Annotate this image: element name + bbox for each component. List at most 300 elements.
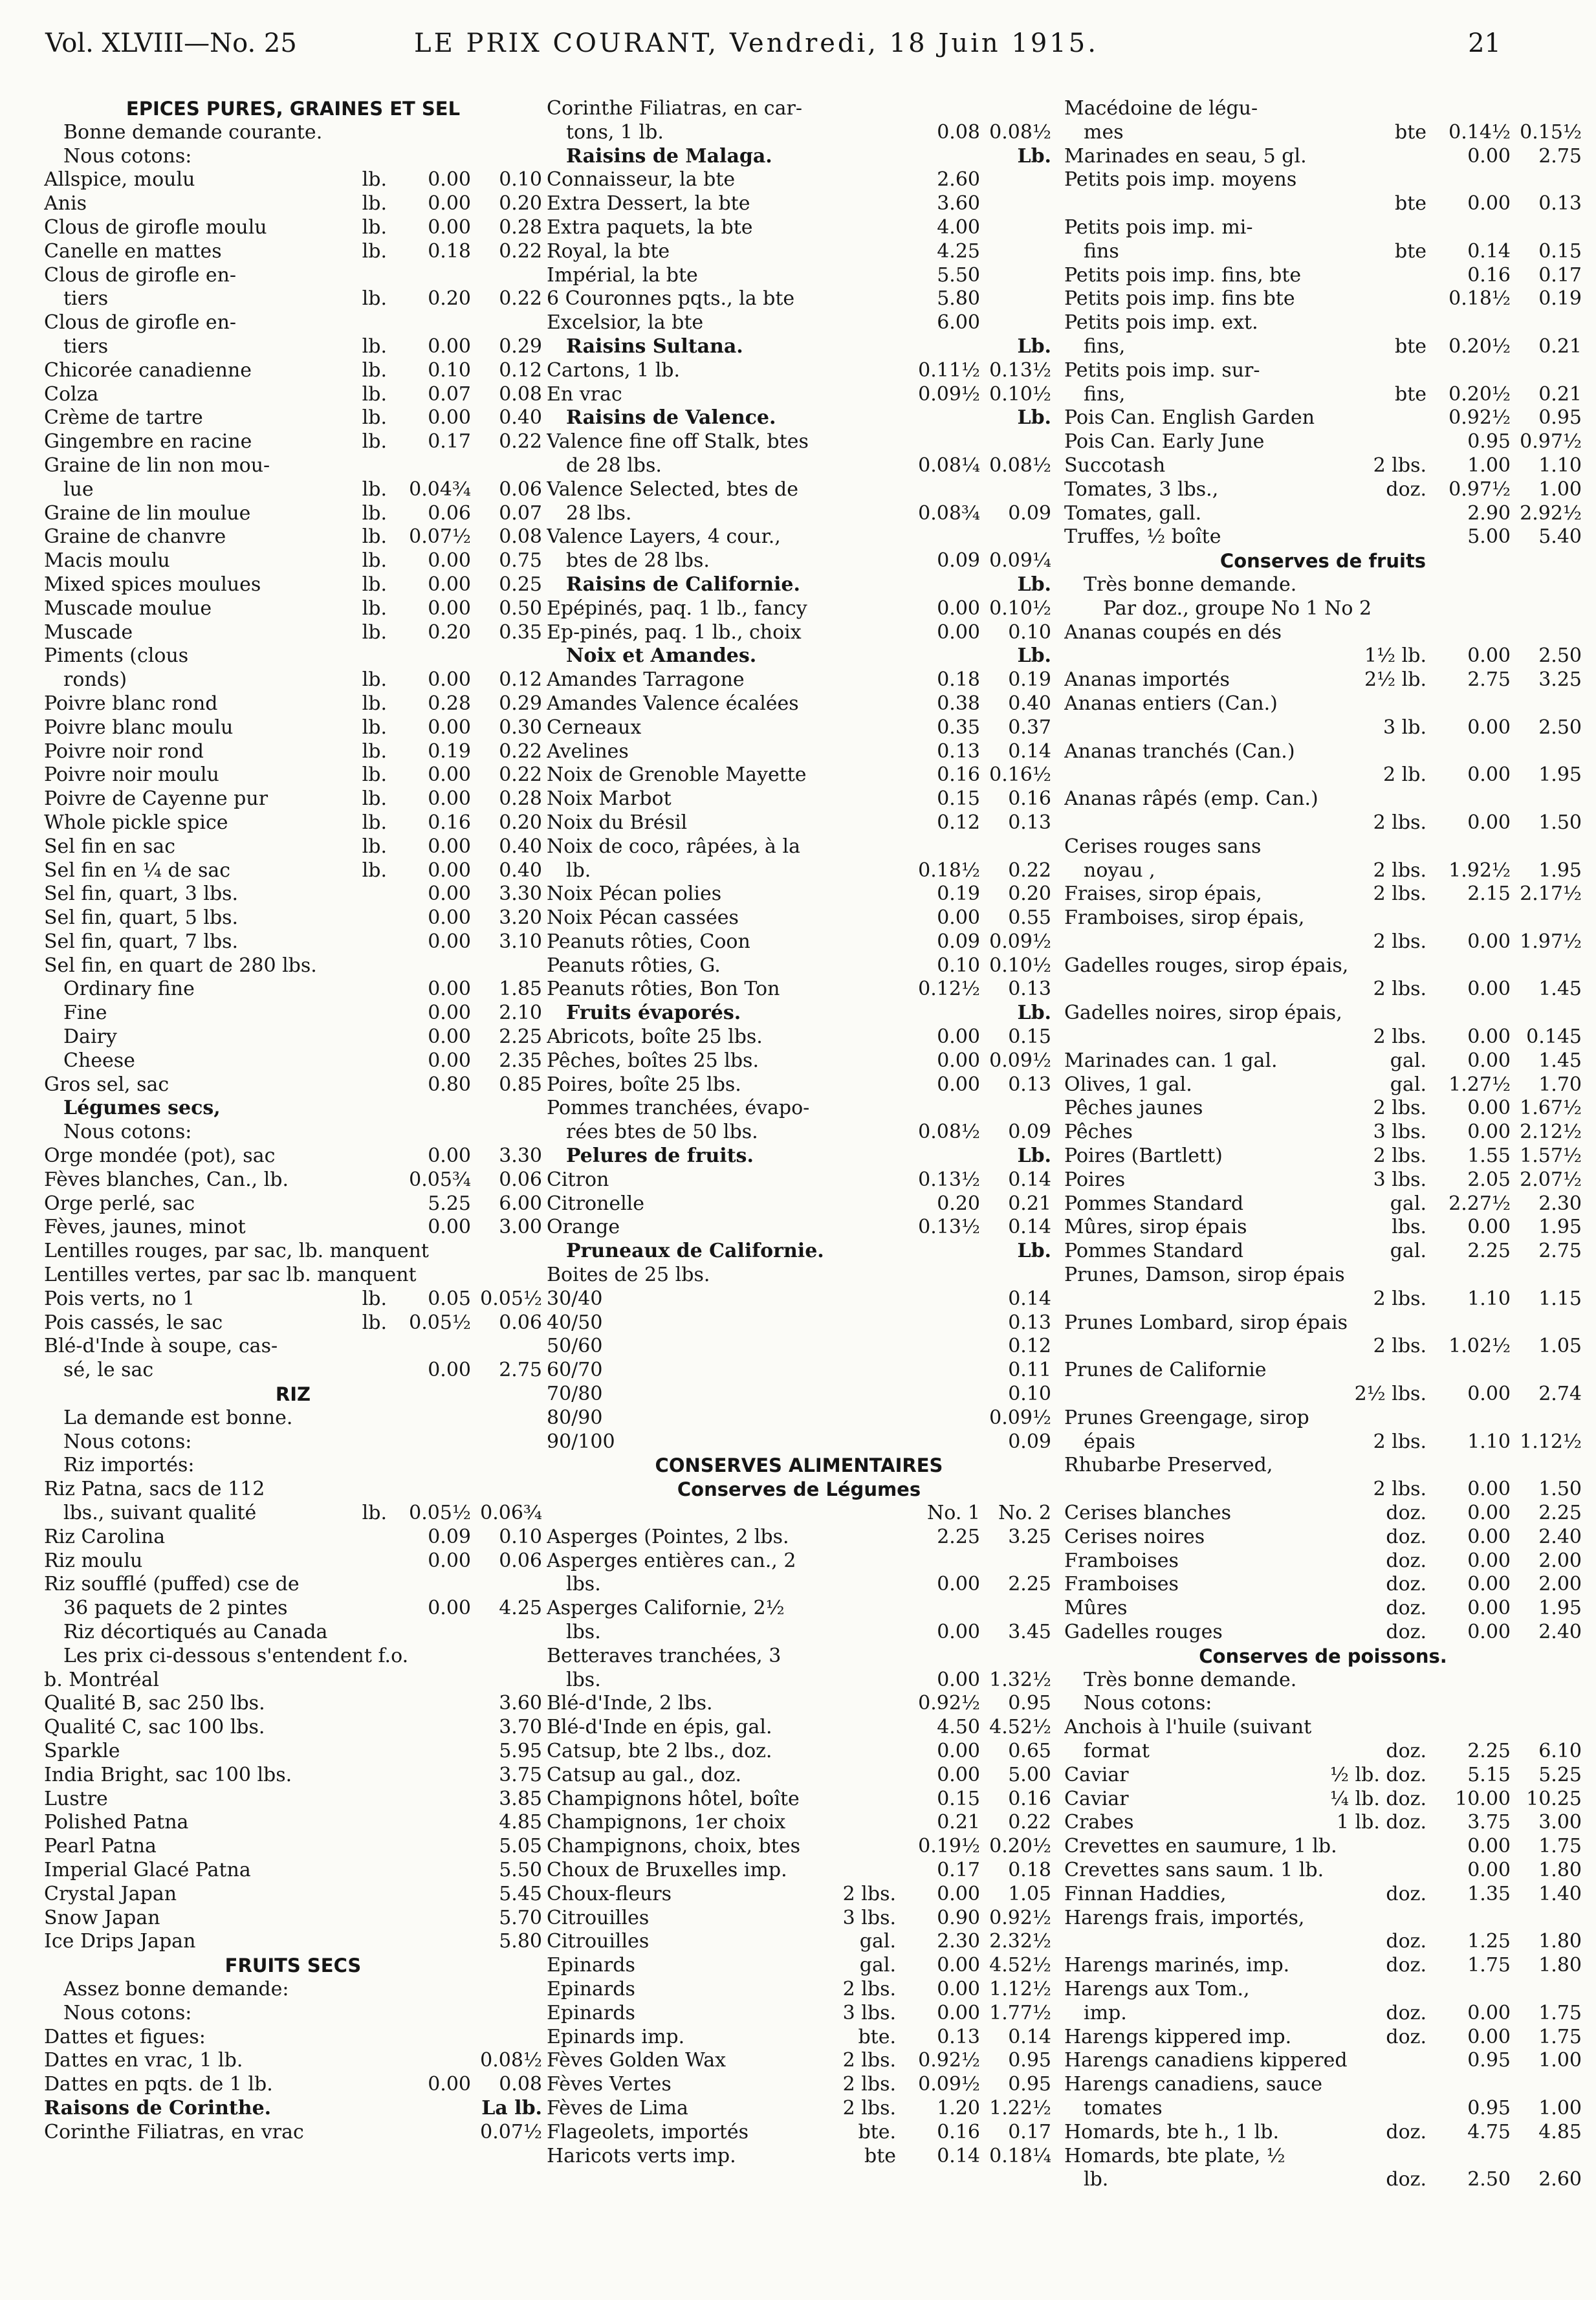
price-2: 2.75: [1538, 1240, 1582, 1263]
item-name: sé, le sac: [63, 1359, 154, 1382]
item-name: Caviar: [1064, 1787, 1129, 1810]
price-1: 3.60: [937, 192, 980, 215]
price-2: 0.35: [499, 620, 542, 644]
price-2: 0.06: [499, 1311, 542, 1334]
price-row: [1064, 216, 1582, 240]
item-name: Imperial Glacé Patna: [44, 1858, 251, 1881]
price-1: 1.02½: [1448, 1335, 1511, 1358]
price-2: 2.60: [1538, 2168, 1582, 2191]
item-name: Fruits évaporés.: [566, 1002, 741, 1025]
price-2: 3.30: [499, 1145, 542, 1168]
item-name: Canelle en mattes: [44, 239, 222, 263]
price-2: 0.08: [499, 2073, 542, 2096]
item-name: Noix Pécan cassées: [547, 906, 739, 930]
price-row: [44, 692, 542, 716]
item-name: Truffes, ½ boîte: [1064, 525, 1221, 549]
unit: doz.: [1386, 2120, 1427, 2143]
price-2: 0.21: [1538, 382, 1582, 406]
item-name: Snow Japan: [44, 1906, 160, 1929]
price-2: 0.28: [499, 787, 542, 811]
price-row: [1064, 502, 1582, 526]
price-2: 1.75: [1538, 2025, 1582, 2048]
item-name: Raisins de Californie.: [566, 573, 800, 596]
price-row: [547, 2073, 1051, 2097]
price-row: [44, 906, 542, 930]
price-1: 0.19: [428, 739, 471, 763]
price-2: 0.10½: [989, 954, 1051, 977]
price-1: 2.15: [1467, 882, 1511, 906]
unit: doz.: [1386, 1502, 1427, 1525]
item-name: Cheese: [63, 1049, 135, 1072]
price-row: [44, 1883, 542, 1907]
item-name: Raisins Sultana.: [566, 334, 743, 358]
price-row: [547, 1621, 1051, 1645]
item-name: Framboises: [1064, 1549, 1179, 1572]
price-row: [1064, 1621, 1582, 1645]
price-1: 2.25: [1467, 1240, 1511, 1263]
item-name: India Bright, sac 100 lbs.: [44, 1763, 292, 1786]
item-name: Poires, boîte 25 lbs.: [547, 1073, 741, 1096]
price-row: [1064, 1740, 1582, 1764]
item-name: Crabes: [1064, 1811, 1134, 1834]
section-heading: [547, 1478, 1051, 1502]
item-name: Citrouilles: [547, 1930, 650, 1953]
price-row: [1064, 1454, 1582, 1478]
price-2: 1.80: [1538, 1858, 1582, 1881]
price-row: [44, 383, 542, 407]
price-1: 0.00: [937, 620, 980, 644]
price-1: 5.25: [428, 1192, 471, 1215]
price-row: [1064, 1788, 1582, 1812]
price-1: 1.10: [1467, 1287, 1511, 1310]
price-1: 1.92½: [1448, 859, 1511, 882]
item-name: Sel fin, quart, 3 lbs.: [44, 882, 239, 906]
price-row: [547, 121, 1051, 145]
price-row: [1064, 978, 1582, 1002]
price-2: 1.77½: [989, 2001, 1051, 2024]
price-row: [44, 930, 542, 954]
price-row: [44, 216, 542, 240]
unit: doz.: [1386, 1930, 1427, 1953]
price-2: 1.00: [1538, 2049, 1582, 2072]
unit: lb.: [362, 215, 387, 239]
price-2: 3.30: [499, 882, 542, 906]
item-name: Pelures de fruits.: [566, 1145, 754, 1168]
item-name: btes de 28 lbs.: [566, 549, 710, 573]
price-2: 0.29: [499, 334, 542, 358]
item-name: Riz Carolina: [44, 1525, 166, 1548]
item-name: Blé-d'Inde, 2 lbs.: [547, 1692, 713, 1715]
price-row: [1064, 1954, 1582, 1978]
price-row: [44, 454, 542, 478]
price-2: 0.75: [499, 549, 542, 573]
unit: lb.: [362, 763, 387, 787]
price-2: 0.18: [1008, 1858, 1051, 1881]
item-name: 60/70: [547, 1359, 603, 1382]
price-row: [44, 2026, 542, 2050]
item-name: Prunes de Californie: [1064, 1359, 1267, 1382]
item-name: Royal, la bte: [547, 239, 670, 263]
volume-number: Vol. XLVIII—No. 25: [45, 28, 297, 58]
price-2: 0.28: [499, 215, 542, 239]
price-2: 5.50: [499, 1858, 542, 1881]
price-2: 1.15: [1538, 1287, 1582, 1310]
price-row: [44, 406, 542, 430]
item-name: Homards, bte h., 1 lb.: [1064, 2120, 1280, 2143]
item-name: Noix Marbot: [547, 787, 672, 811]
price-2: 0.09½: [989, 930, 1051, 953]
price-row: [1064, 454, 1582, 478]
price-row: [1064, 192, 1582, 216]
item-name: Catsup, bte 2 lbs., doz.: [547, 1739, 772, 1762]
price-1: 0.38: [937, 692, 980, 715]
item-name: 80/90: [547, 1406, 603, 1429]
price-2: 0.25: [499, 573, 542, 596]
unit: bte: [1394, 382, 1427, 406]
price-row: [1064, 525, 1582, 549]
price-1: 0.00: [1467, 2001, 1511, 2024]
item-name: Fèves, jaunes, minot: [44, 1216, 246, 1239]
price-row: [547, 1502, 1051, 1526]
price-row: [547, 787, 1051, 811]
price-2: 5.45: [499, 1882, 542, 1905]
price-2: 0.17: [1008, 2120, 1051, 2143]
item-name: Légumes secs,: [63, 1097, 221, 1120]
price-row: [44, 121, 542, 145]
price-2: 0.13: [1008, 811, 1051, 834]
item-name: Pommes Standard: [1064, 1240, 1244, 1263]
price-2: 2.25: [1538, 1502, 1582, 1525]
item-name: Pois Can. English Garden: [1064, 406, 1315, 430]
price-row: [1064, 1240, 1582, 1264]
price-2: 2.12½: [1520, 1121, 1582, 1144]
unit: 2 lb.: [1383, 763, 1427, 787]
price-2: 4.85: [499, 1811, 542, 1834]
price-row: [547, 1049, 1051, 1073]
price-1: 0.00: [1467, 930, 1511, 953]
price-2: 1.95: [1538, 1597, 1582, 1620]
item-name: Cerises rouges sans: [1064, 835, 1262, 858]
price-row: [1064, 1502, 1582, 1526]
price-1: 0.09: [428, 1525, 471, 1548]
unit: doz.: [1386, 1954, 1427, 1977]
price-1: 0.20: [428, 287, 471, 311]
price-row: [44, 549, 542, 573]
price-row: [1064, 145, 1582, 169]
price-1: 0.18½: [918, 859, 980, 882]
unit: 2 lbs.: [1373, 1430, 1427, 1453]
price-1: 0.08½: [918, 1121, 980, 1144]
item-name: Poires (Bartlett): [1064, 1145, 1223, 1168]
price-row: [547, 2002, 1051, 2026]
item-name: Graine de lin non mou-: [44, 454, 270, 477]
item-name: Raisins de Malaga.: [566, 144, 772, 168]
price-row: [1064, 406, 1582, 430]
price-1: 0.92½: [918, 1692, 980, 1715]
price-2: 0.11: [1008, 1359, 1051, 1382]
item-name: Fèves Vertes: [547, 2073, 672, 2096]
price-row: [547, 1264, 1051, 1287]
item-name: Asperges (Pointes, 2 lbs.: [547, 1525, 789, 1548]
price-2: 2.30: [1538, 1192, 1582, 1215]
price-2: 3.10: [499, 930, 542, 953]
item-name: Orange: [547, 1216, 620, 1239]
price-2: 0.55: [1008, 906, 1051, 930]
price-2: 0.95: [1008, 1692, 1051, 1715]
price-1: 0.10: [937, 954, 980, 977]
price-row: [547, 978, 1051, 1002]
price-row: [547, 1121, 1051, 1145]
price-2: 0.95: [1008, 2073, 1051, 2096]
item-name: Petits pois imp. ext.: [1064, 311, 1258, 334]
price-row: [44, 430, 542, 454]
price-row: [44, 359, 542, 383]
price-row: [44, 1049, 542, 1073]
price-1: 0.05: [428, 1287, 471, 1310]
price-1: 5.50: [937, 263, 980, 287]
item-name: Champignons hôtel, boîte: [547, 1787, 800, 1810]
price-2: 2.75: [499, 1359, 542, 1382]
price-2: 1.05: [1538, 1335, 1582, 1358]
item-name: Connaisseur, la bte: [547, 168, 736, 192]
price-1: 0.00: [428, 763, 471, 787]
price-2: 0.07½: [480, 2120, 542, 2143]
price-row: [1064, 1764, 1582, 1788]
price-1: No. 1: [927, 1502, 980, 1525]
item-name: Lentilles rouges, par sac, lb. manquent: [44, 1240, 429, 1263]
price-row: [1064, 2121, 1582, 2145]
unit: 2 lbs.: [1373, 978, 1427, 1001]
price-1: 0.16: [1467, 263, 1511, 287]
price-2: Lb.: [1017, 573, 1051, 596]
price-1: 0.00: [1467, 144, 1511, 168]
price-row: [1064, 2097, 1582, 2121]
item-name: lbs.: [566, 1621, 601, 1643]
price-row: [44, 835, 542, 859]
unit: lb.: [362, 811, 387, 834]
unit: doz.: [1386, 2168, 1427, 2191]
price-1: 0.17: [428, 430, 471, 454]
price-row: [1064, 597, 1582, 621]
item-name: Les prix ci-dessous s'entendent f.o.: [63, 1644, 409, 1667]
item-name: fins,: [1084, 382, 1126, 406]
item-name: tons, 1 lb.: [566, 120, 664, 144]
price-row: [44, 597, 542, 621]
price-2: 1.67½: [1520, 1097, 1582, 1120]
price-row: [44, 1073, 542, 1097]
price-1: 0.92½: [918, 2049, 980, 2072]
price-1: 0.00: [1467, 644, 1511, 668]
item-name: Très bonne demande.: [1084, 573, 1297, 596]
price-2: 0.22: [1008, 1811, 1051, 1834]
price-1: 0.00: [1467, 1549, 1511, 1572]
price-2: 5.00: [1008, 1763, 1051, 1786]
unit: lb.: [362, 597, 387, 620]
price-1: 0.00: [428, 882, 471, 906]
price-row: [44, 2097, 542, 2121]
price-1: 4.00: [937, 215, 980, 239]
item-name: noyau ,: [1084, 859, 1155, 882]
price-row: [547, 1311, 1051, 1335]
price-2: 1.97½: [1520, 930, 1582, 953]
item-name: Tomates, 3 lbs.,: [1064, 477, 1219, 501]
unit: doz.: [1386, 1525, 1427, 1548]
price-row: [547, 311, 1051, 335]
price-1: 0.00: [428, 1359, 471, 1382]
unit: lb.: [362, 835, 387, 858]
price-1: 0.05½: [409, 1502, 471, 1525]
price-1: 0.00: [428, 597, 471, 620]
price-row: [44, 1454, 542, 1478]
section-heading: [44, 1954, 542, 1978]
item-name: Nous cotons:: [63, 1430, 192, 1453]
price-2: 0.92½: [989, 1906, 1051, 1929]
item-name: Crevettes sans saum. 1 lb.: [1064, 1858, 1324, 1881]
item-name: 50/60: [547, 1335, 603, 1358]
price-row: [547, 1930, 1051, 1954]
price-2: 1.40: [1538, 1882, 1582, 1905]
item-name: Pommes Standard: [1064, 1192, 1244, 1215]
unit: 2 lbs.: [842, 2073, 896, 2096]
price-row: [1064, 644, 1582, 668]
unit: 3 lb.: [1383, 716, 1427, 739]
price-1: 0.08: [937, 120, 980, 144]
price-2: 1.75: [1538, 2001, 1582, 2024]
item-name: Riz décortiqués au Canada: [63, 1621, 328, 1643]
price-2: 2.25: [499, 1025, 542, 1049]
unit: gal.: [1390, 1240, 1427, 1263]
price-row: [1064, 1145, 1582, 1168]
item-name: Homards, bte plate, ½: [1064, 2144, 1285, 2167]
item-name: 36 paquets de 2 pintes: [63, 1597, 288, 1620]
price-1: 2.90: [1467, 501, 1511, 525]
unit: bte.: [858, 2120, 896, 2143]
price-row: [1064, 835, 1582, 859]
item-name: Muscade: [44, 620, 133, 644]
price-row: [547, 406, 1051, 430]
price-row: [1064, 859, 1582, 883]
price-row: [1064, 2073, 1582, 2097]
price-1: 3.75: [1467, 1811, 1511, 1834]
item-name: Cartons, 1 lb.: [547, 358, 681, 382]
price-row: [547, 1597, 1051, 1621]
item-name: Dairy: [63, 1025, 117, 1049]
item-name: Noix de Grenoble Mayette: [547, 763, 807, 787]
price-2: 3.45: [1008, 1621, 1051, 1643]
item-name: Petits pois imp. moyens: [1064, 168, 1297, 192]
price-row: [547, 692, 1051, 716]
price-2: 5.95: [499, 1739, 542, 1762]
item-name: Extra paquets, la bte: [547, 215, 753, 239]
price-1: 0.00: [428, 978, 471, 1001]
price-row: [44, 1550, 542, 1573]
price-1: 0.09½: [918, 382, 980, 406]
price-row: [547, 573, 1051, 597]
price-row: [44, 1216, 542, 1240]
price-1: 0.00: [1467, 1478, 1511, 1501]
price-row: [547, 1550, 1051, 1573]
price-1: 0.16: [428, 811, 471, 834]
price-row: [547, 1669, 1051, 1692]
price-1: 0.00: [428, 1145, 471, 1168]
price-2: 0.21: [1538, 334, 1582, 358]
price-2: 0.22: [499, 739, 542, 763]
price-2: 1.95: [1538, 1216, 1582, 1239]
item-name: Caviar: [1064, 1763, 1129, 1786]
price-row: [1064, 1192, 1582, 1216]
item-name: Ep-pinés, paq. 1 lb., choix: [547, 620, 802, 644]
price-1: 4.25: [937, 239, 980, 263]
price-row: [1064, 1335, 1582, 1359]
unit: lb.: [362, 739, 387, 763]
price-1: 0.00: [1467, 716, 1511, 739]
price-1: 0.00: [1467, 1502, 1511, 1525]
price-row: [547, 1526, 1051, 1550]
price-2: 0.14: [1008, 1216, 1051, 1239]
price-1: 0.95: [1467, 2096, 1511, 2119]
item-name: Prunes Greengage, sirop: [1064, 1406, 1309, 1429]
item-name: b. Montréal: [44, 1668, 160, 1691]
price-2: Lb.: [1017, 1240, 1051, 1263]
price-1: 0.20½: [1448, 334, 1511, 358]
price-2: 0.21: [1008, 1192, 1051, 1215]
price-1: 0.15: [937, 787, 980, 811]
item-name: Assez bonne demande:: [63, 1977, 289, 2000]
price-row: [44, 1811, 542, 1835]
price-row: [1064, 906, 1582, 930]
unit: doz.: [1386, 1597, 1427, 1620]
price-row: [1064, 1716, 1582, 1740]
unit: doz.: [1386, 1739, 1427, 1762]
price-1: 0.09: [937, 930, 980, 953]
unit: lb.: [362, 668, 387, 692]
price-1: 2.25: [937, 1525, 980, 1548]
item-name: Ananas entiers (Can.): [1064, 692, 1278, 715]
item-name: Pêches jaunes: [1064, 1097, 1203, 1120]
item-name: Graine de chanvre: [44, 525, 226, 549]
price-row: [547, 1645, 1051, 1669]
price-row: [547, 2121, 1051, 2145]
price-2: 2.74: [1538, 1383, 1582, 1406]
unit: gal.: [859, 1954, 896, 1977]
price-2: 1.12½: [1520, 1430, 1582, 1453]
item-name: Sel fin, quart, 5 lbs.: [44, 906, 239, 930]
price-2: 2.00: [1538, 1573, 1582, 1596]
item-name: Nous cotons:: [63, 1121, 192, 1144]
price-2: 0.12: [499, 358, 542, 382]
price-row: [547, 1835, 1051, 1859]
price-row: [1064, 1407, 1582, 1430]
item-name: lue: [63, 477, 94, 501]
price-2: 0.15: [1008, 1025, 1051, 1049]
price-row: [1064, 1287, 1582, 1311]
price-1: 0.08¼: [918, 454, 980, 477]
price-row: [547, 97, 1051, 121]
price-1: 0.00: [1467, 763, 1511, 787]
item-name: Clous de girofle moulu: [44, 215, 267, 239]
unit: 2 lbs.: [1373, 1025, 1427, 1049]
price-2: 0.09¼: [989, 549, 1051, 573]
price-2: 0.15: [1538, 239, 1582, 263]
price-row: [547, 1692, 1051, 1716]
unit: gal.: [1390, 1192, 1427, 1215]
price-1: 0.08¾: [918, 501, 980, 525]
item-name: lb.: [1084, 2168, 1109, 2191]
item-name: fins: [1084, 239, 1119, 263]
price-1: 0.00: [1467, 978, 1511, 1001]
price-1: 5.15: [1467, 1763, 1511, 1786]
price-1: 0.09: [937, 549, 980, 573]
